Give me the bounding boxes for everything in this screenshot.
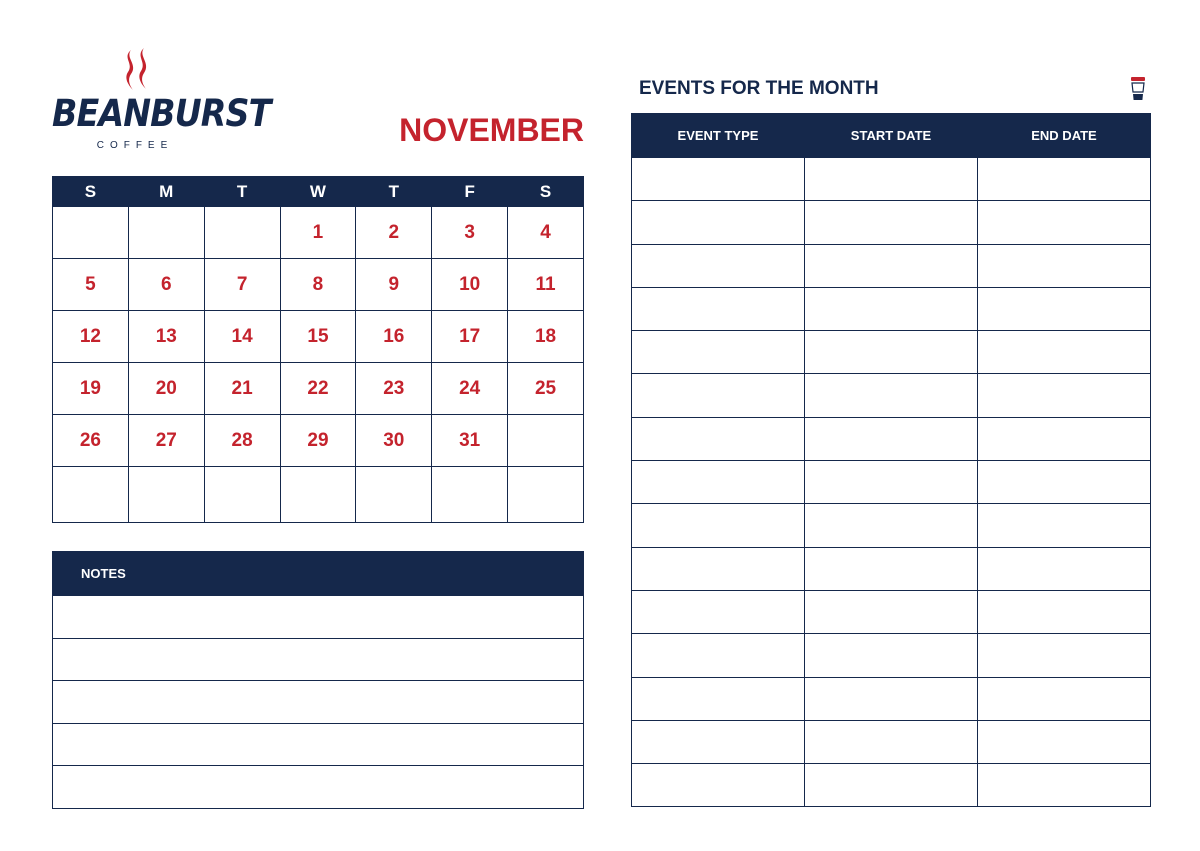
coffee-cup-icon: [1130, 76, 1146, 102]
event-cell: [632, 287, 805, 330]
event-cell: [632, 764, 805, 807]
column-header-event-type: EVENT TYPE: [632, 114, 805, 158]
event-cell: [978, 764, 1151, 807]
calendar-week-row: [53, 207, 584, 259]
calendar-week-row: [53, 259, 584, 311]
calendar-day-cell: 28: [204, 415, 280, 467]
event-row: [632, 547, 1151, 590]
event-cell: [632, 331, 805, 374]
event-cell: [805, 201, 978, 244]
event-cell: [805, 417, 978, 460]
event-cell: [805, 158, 978, 201]
weekday-header: T: [356, 177, 432, 207]
event-row: [632, 634, 1151, 677]
event-cell: [632, 158, 805, 201]
calendar-day-cell: 4: [508, 207, 584, 259]
event-cell: [805, 504, 978, 547]
weekday-header: S: [53, 177, 129, 207]
calendar-week-row: [53, 467, 584, 523]
calendar-day-cell: 1: [280, 207, 356, 259]
calendar-day-cell: 22: [280, 363, 356, 415]
calendar-day-cell: [280, 467, 356, 523]
calendar-day-cell: 3: [432, 207, 508, 259]
event-cell: [978, 547, 1151, 590]
notes-line: [53, 766, 584, 809]
calendar-day-cell: 12: [53, 311, 129, 363]
event-cell: [805, 287, 978, 330]
event-cell: [978, 201, 1151, 244]
event-cell: [805, 634, 978, 677]
calendar-day-cell: 7: [204, 259, 280, 311]
calendar-day-cell: 17: [432, 311, 508, 363]
calendar-day-cell: 26: [53, 415, 129, 467]
event-row: [632, 374, 1151, 417]
calendar-day-cell: 2: [356, 207, 432, 259]
event-cell: [805, 374, 978, 417]
calendar-day-cell: [508, 415, 584, 467]
calendar-week-row: [53, 415, 584, 467]
calendar-day-cell: [128, 467, 204, 523]
calendar-grid: [52, 176, 584, 523]
column-header-start-date: START DATE: [805, 114, 978, 158]
event-row: [632, 764, 1151, 807]
event-row: [632, 201, 1151, 244]
event-row: [632, 504, 1151, 547]
notes-line-cell: [53, 638, 584, 681]
event-row: [632, 720, 1151, 763]
calendar-day-cell: 31: [432, 415, 508, 467]
event-cell: [978, 590, 1151, 633]
calendar-day-cell: [53, 207, 129, 259]
event-row: [632, 417, 1151, 460]
event-cell: [978, 374, 1151, 417]
event-cell: [632, 417, 805, 460]
event-cell: [805, 547, 978, 590]
event-cell: [632, 547, 805, 590]
notes-line-cell: [53, 596, 584, 639]
event-cell: [805, 331, 978, 374]
events-table: [631, 113, 1151, 807]
calendar-day-cell: [432, 467, 508, 523]
event-cell: [978, 677, 1151, 720]
event-cell: [805, 461, 978, 504]
notes-line: [53, 723, 584, 766]
event-cell: [978, 417, 1151, 460]
calendar-day-cell: [356, 467, 432, 523]
calendar-day-cell: 9: [356, 259, 432, 311]
calendar-day-cell: 10: [432, 259, 508, 311]
calendar-day-cell: 11: [508, 259, 584, 311]
event-cell: [805, 764, 978, 807]
event-cell: [978, 461, 1151, 504]
event-cell: [632, 244, 805, 287]
notes-title: NOTES: [53, 552, 584, 596]
event-cell: [805, 244, 978, 287]
calendar-day-cell: [508, 467, 584, 523]
weekday-header: M: [128, 177, 204, 207]
event-cell: [978, 244, 1151, 287]
weekday-header: S: [508, 177, 584, 207]
event-row: [632, 158, 1151, 201]
calendar-day-cell: 8: [280, 259, 356, 311]
calendar-day-cell: 21: [204, 363, 280, 415]
event-cell: [805, 720, 978, 763]
event-cell: [632, 634, 805, 677]
calendar-day-cell: 25: [508, 363, 584, 415]
event-cell: [632, 504, 805, 547]
calendar-day-cell: 24: [432, 363, 508, 415]
calendar-day-cell: [204, 207, 280, 259]
month-title: NOVEMBER: [399, 112, 584, 148]
event-cell: [632, 590, 805, 633]
calendar-day-cell: 13: [128, 311, 204, 363]
calendar-day-cell: 29: [280, 415, 356, 467]
calendar-day-cell: 16: [356, 311, 432, 363]
notes-line: [53, 681, 584, 724]
event-cell: [632, 720, 805, 763]
brand-logo: [52, 48, 271, 156]
calendar-day-cell: [204, 467, 280, 523]
event-cell: [632, 374, 805, 417]
weekday-header: W: [280, 177, 356, 207]
weekday-header-row: [53, 177, 584, 207]
event-row: [632, 287, 1151, 330]
event-cell: [632, 677, 805, 720]
calendar-day-cell: 18: [508, 311, 584, 363]
calendar-day-cell: 14: [204, 311, 280, 363]
brand-name: BEANBURST: [52, 92, 271, 135]
calendar-day-cell: 5: [53, 259, 129, 311]
calendar-day-cell: 23: [356, 363, 432, 415]
notes-table: [52, 551, 584, 809]
calendar-week-row: [53, 311, 584, 363]
event-row: [632, 590, 1151, 633]
notes-line: [53, 596, 584, 639]
event-cell: [978, 158, 1151, 201]
event-row: [632, 244, 1151, 287]
notes-line: [53, 638, 584, 681]
event-cell: [632, 461, 805, 504]
calendar-day-cell: 20: [128, 363, 204, 415]
calendar-day-cell: 30: [356, 415, 432, 467]
calendar-day-cell: 19: [53, 363, 129, 415]
event-cell: [805, 590, 978, 633]
column-header-end-date: END DATE: [978, 114, 1151, 158]
event-row: [632, 461, 1151, 504]
event-cell: [632, 201, 805, 244]
weekday-header: T: [204, 177, 280, 207]
notes-line-cell: [53, 766, 584, 809]
event-cell: [978, 504, 1151, 547]
event-cell: [978, 720, 1151, 763]
event-cell: [978, 634, 1151, 677]
event-cell: [978, 287, 1151, 330]
weekday-header: F: [432, 177, 508, 207]
calendar-week-row: [53, 363, 584, 415]
event-row: [632, 331, 1151, 374]
calendar-day-cell: [53, 467, 129, 523]
event-row: [632, 677, 1151, 720]
event-cell: [805, 677, 978, 720]
calendar-day-cell: 15: [280, 311, 356, 363]
brand-subtitle: COFFEE: [96, 140, 174, 151]
events-header-row: [632, 114, 1151, 158]
calendar-day-cell: 6: [128, 259, 204, 311]
notes-line-cell: [53, 723, 584, 766]
calendar-day-cell: 27: [128, 415, 204, 467]
events-title: EVENTS FOR THE MONTH: [639, 78, 879, 99]
notes-line-cell: [53, 681, 584, 724]
steam-icon: [122, 48, 154, 92]
event-cell: [978, 331, 1151, 374]
calendar-day-cell: [128, 207, 204, 259]
